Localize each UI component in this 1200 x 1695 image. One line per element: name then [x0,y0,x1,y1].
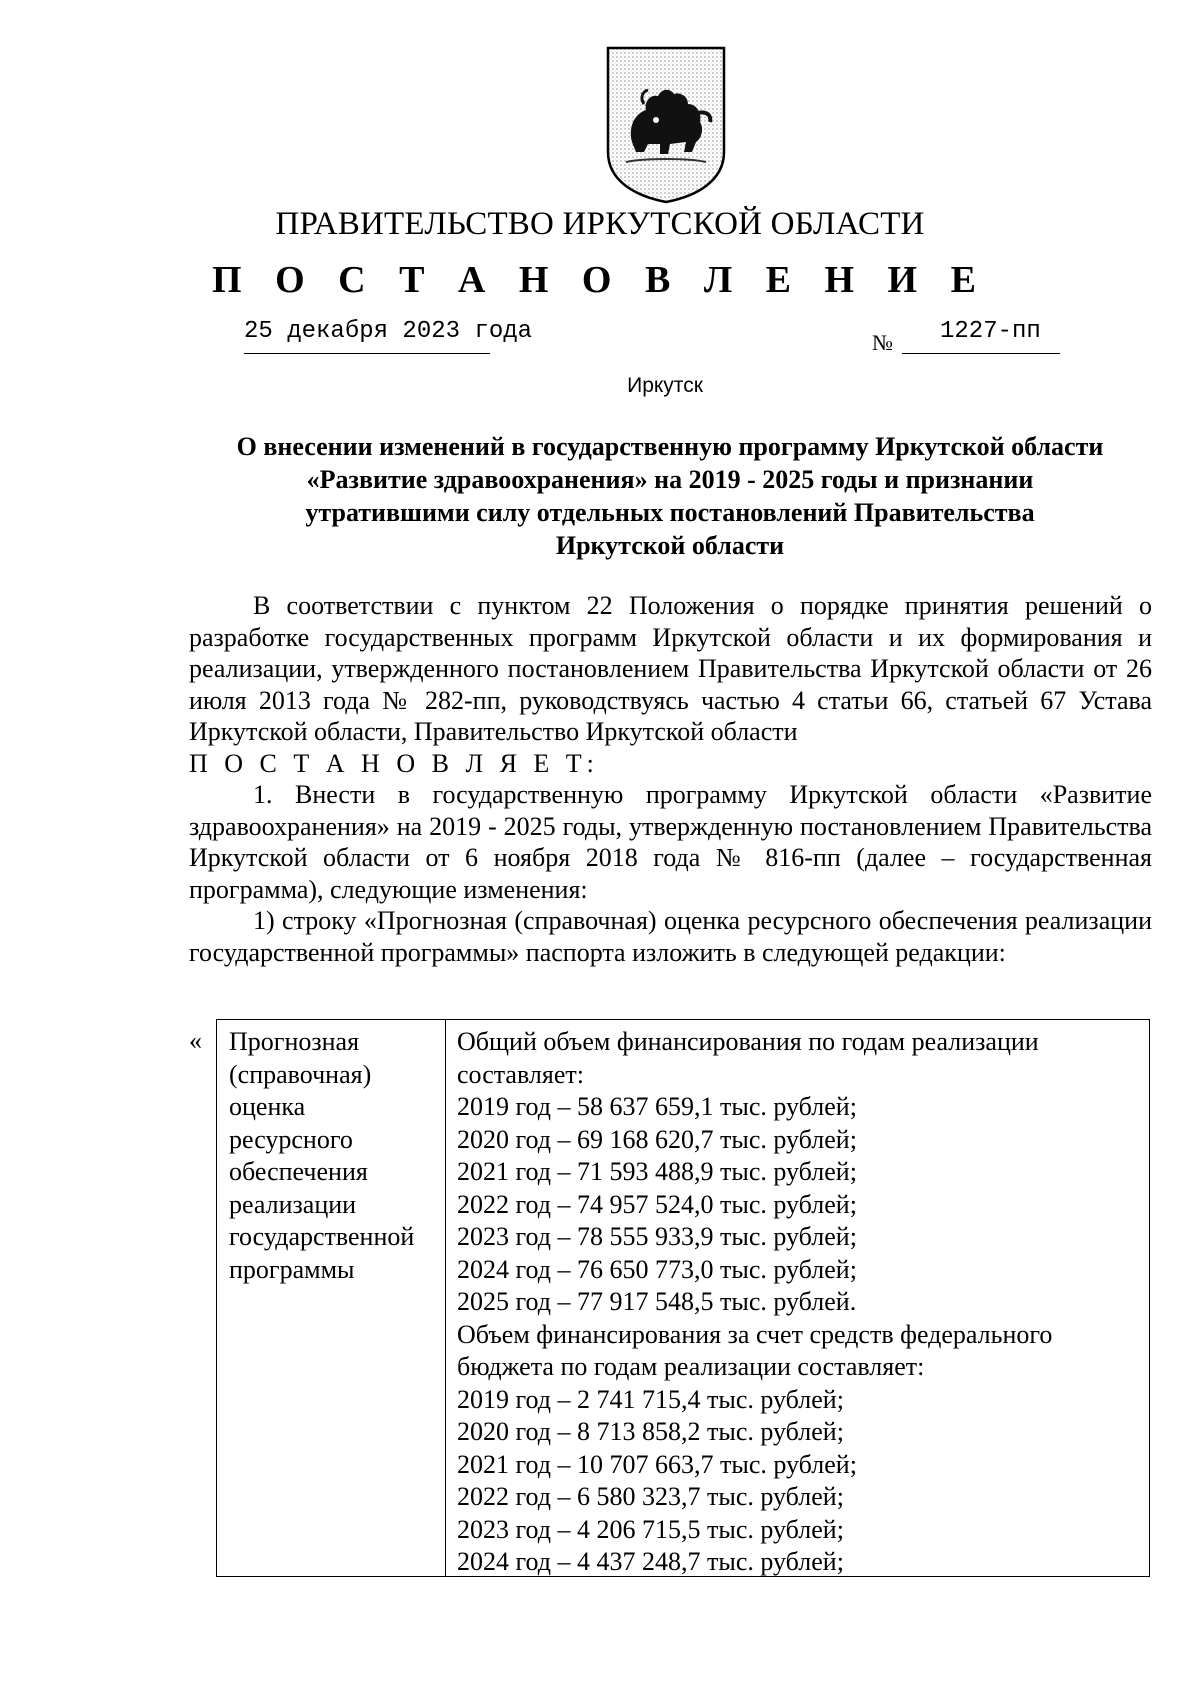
value-line: 2021 год – 10 707 663,7 тыс. рублей; [457,1449,857,1479]
document-date: 25 декабря 2023 года [244,318,533,345]
city-name: Иркутск [627,374,703,397]
label-line: программы [229,1254,355,1284]
document-title [180,430,1160,562]
value-line: 2022 год – 74 957 524,0 тыс. рублей; [457,1189,857,1219]
label-line: (справочная) [229,1059,372,1089]
coat-of-arms-emblem [604,44,728,204]
label-line: реализации [229,1189,357,1219]
item-1-paragraph: 1. Внести в государственную программу Иркутской области «Развитие здравоохранения» на 2019 - 2025 годы, утвержденную постановлением Правительства Иркутской области от 6 ноября 2018 года № 816-пп (далее – государственная программа), следующие изменения: [189,780,1152,904]
value-line: 2025 год – 77 917 548,5 тыс. рублей. [457,1287,857,1316]
label-line: обеспечения [229,1157,368,1186]
value-line: 2019 год – 58 637 659,1 тыс. рублей; [457,1092,857,1121]
opening-quote-mark: « [189,1026,202,1055]
value-line: бюджета по годам реализации составляет: [457,1352,925,1381]
table-label-cell [229,1026,439,1286]
label-line: оценка [229,1092,306,1121]
value-line: 2023 год – 4 206 715,5 тыс. рублей; [457,1514,844,1544]
decree-word: П О С Т А Н О В Л Я Е Т: [189,748,599,778]
preamble-paragraph: В соответствии с пунктом 22 Положения о порядке принятия решений о разработке государственных программ Иркутской области и их формирования и реализации, утвержденного постановлением Правительства Иркутской области от 26 июля 2013 года № 282-пп, руководствуясь частью 4 статьи 66, статьей 67 Устава Иркутской области, Правительство Иркутской области [189,591,1152,746]
table-column-divider [445,1020,446,1576]
document-number: 1227-пп [940,318,1041,345]
title-line: «Развитие здравоохранения» на 2019 - 2025 годы и признании [306,465,1034,494]
value-line: 2024 год – 4 437 248,7 тыс. рублей; [457,1547,844,1576]
value-line: 2020 год – 69 168 620,7 тыс. рублей; [457,1124,857,1154]
value-line: 2023 год – 78 555 933,9 тыс. рублей; [457,1222,857,1251]
value-line: Общий объем финансирования по годам реализации [457,1027,1039,1056]
value-line: 2021 год – 71 593 488,9 тыс. рублей; [457,1157,857,1186]
value-line: Объем финансирования за счет средств федерального [457,1319,1053,1349]
value-line: составляет: [457,1059,584,1089]
title-line: утратившими силу отдельных постановлений Правительства [305,498,1035,527]
value-line: 2022 год – 6 580 323,7 тыс. рублей; [457,1482,844,1511]
title-line: Иркутской области [555,531,785,560]
organization-name: ПРАВИТЕЛЬСТВО ИРКУТСКОЙ ОБЛАСТИ [275,206,925,242]
label-line: государственной [229,1222,415,1251]
label-line: Прогнозная [229,1027,360,1056]
value-line: 2020 год – 8 713 858,2 тыс. рублей; [457,1417,844,1446]
document-type: П О С Т А Н О В Л Е Н И Е [212,259,988,301]
label-line: ресурсного [229,1124,353,1154]
document-body [189,590,1152,968]
value-line: 2019 год – 2 741 715,4 тыс. рублей; [457,1384,844,1414]
title-line: О внесении изменений в государственную программу Иркутской области [236,432,1104,461]
value-line: 2024 год – 76 650 773,0 тыс. рублей; [457,1254,857,1284]
financing-table [216,1019,1150,1577]
table-value-cell [457,1026,1142,1579]
subitem-1-paragraph: 1) строку «Прогнозная (справочная) оценка ресурсного обеспечения реализации государственной программы» паспорта изложить в следующей редакции: [189,906,1152,967]
number-sign: № [872,330,893,355]
